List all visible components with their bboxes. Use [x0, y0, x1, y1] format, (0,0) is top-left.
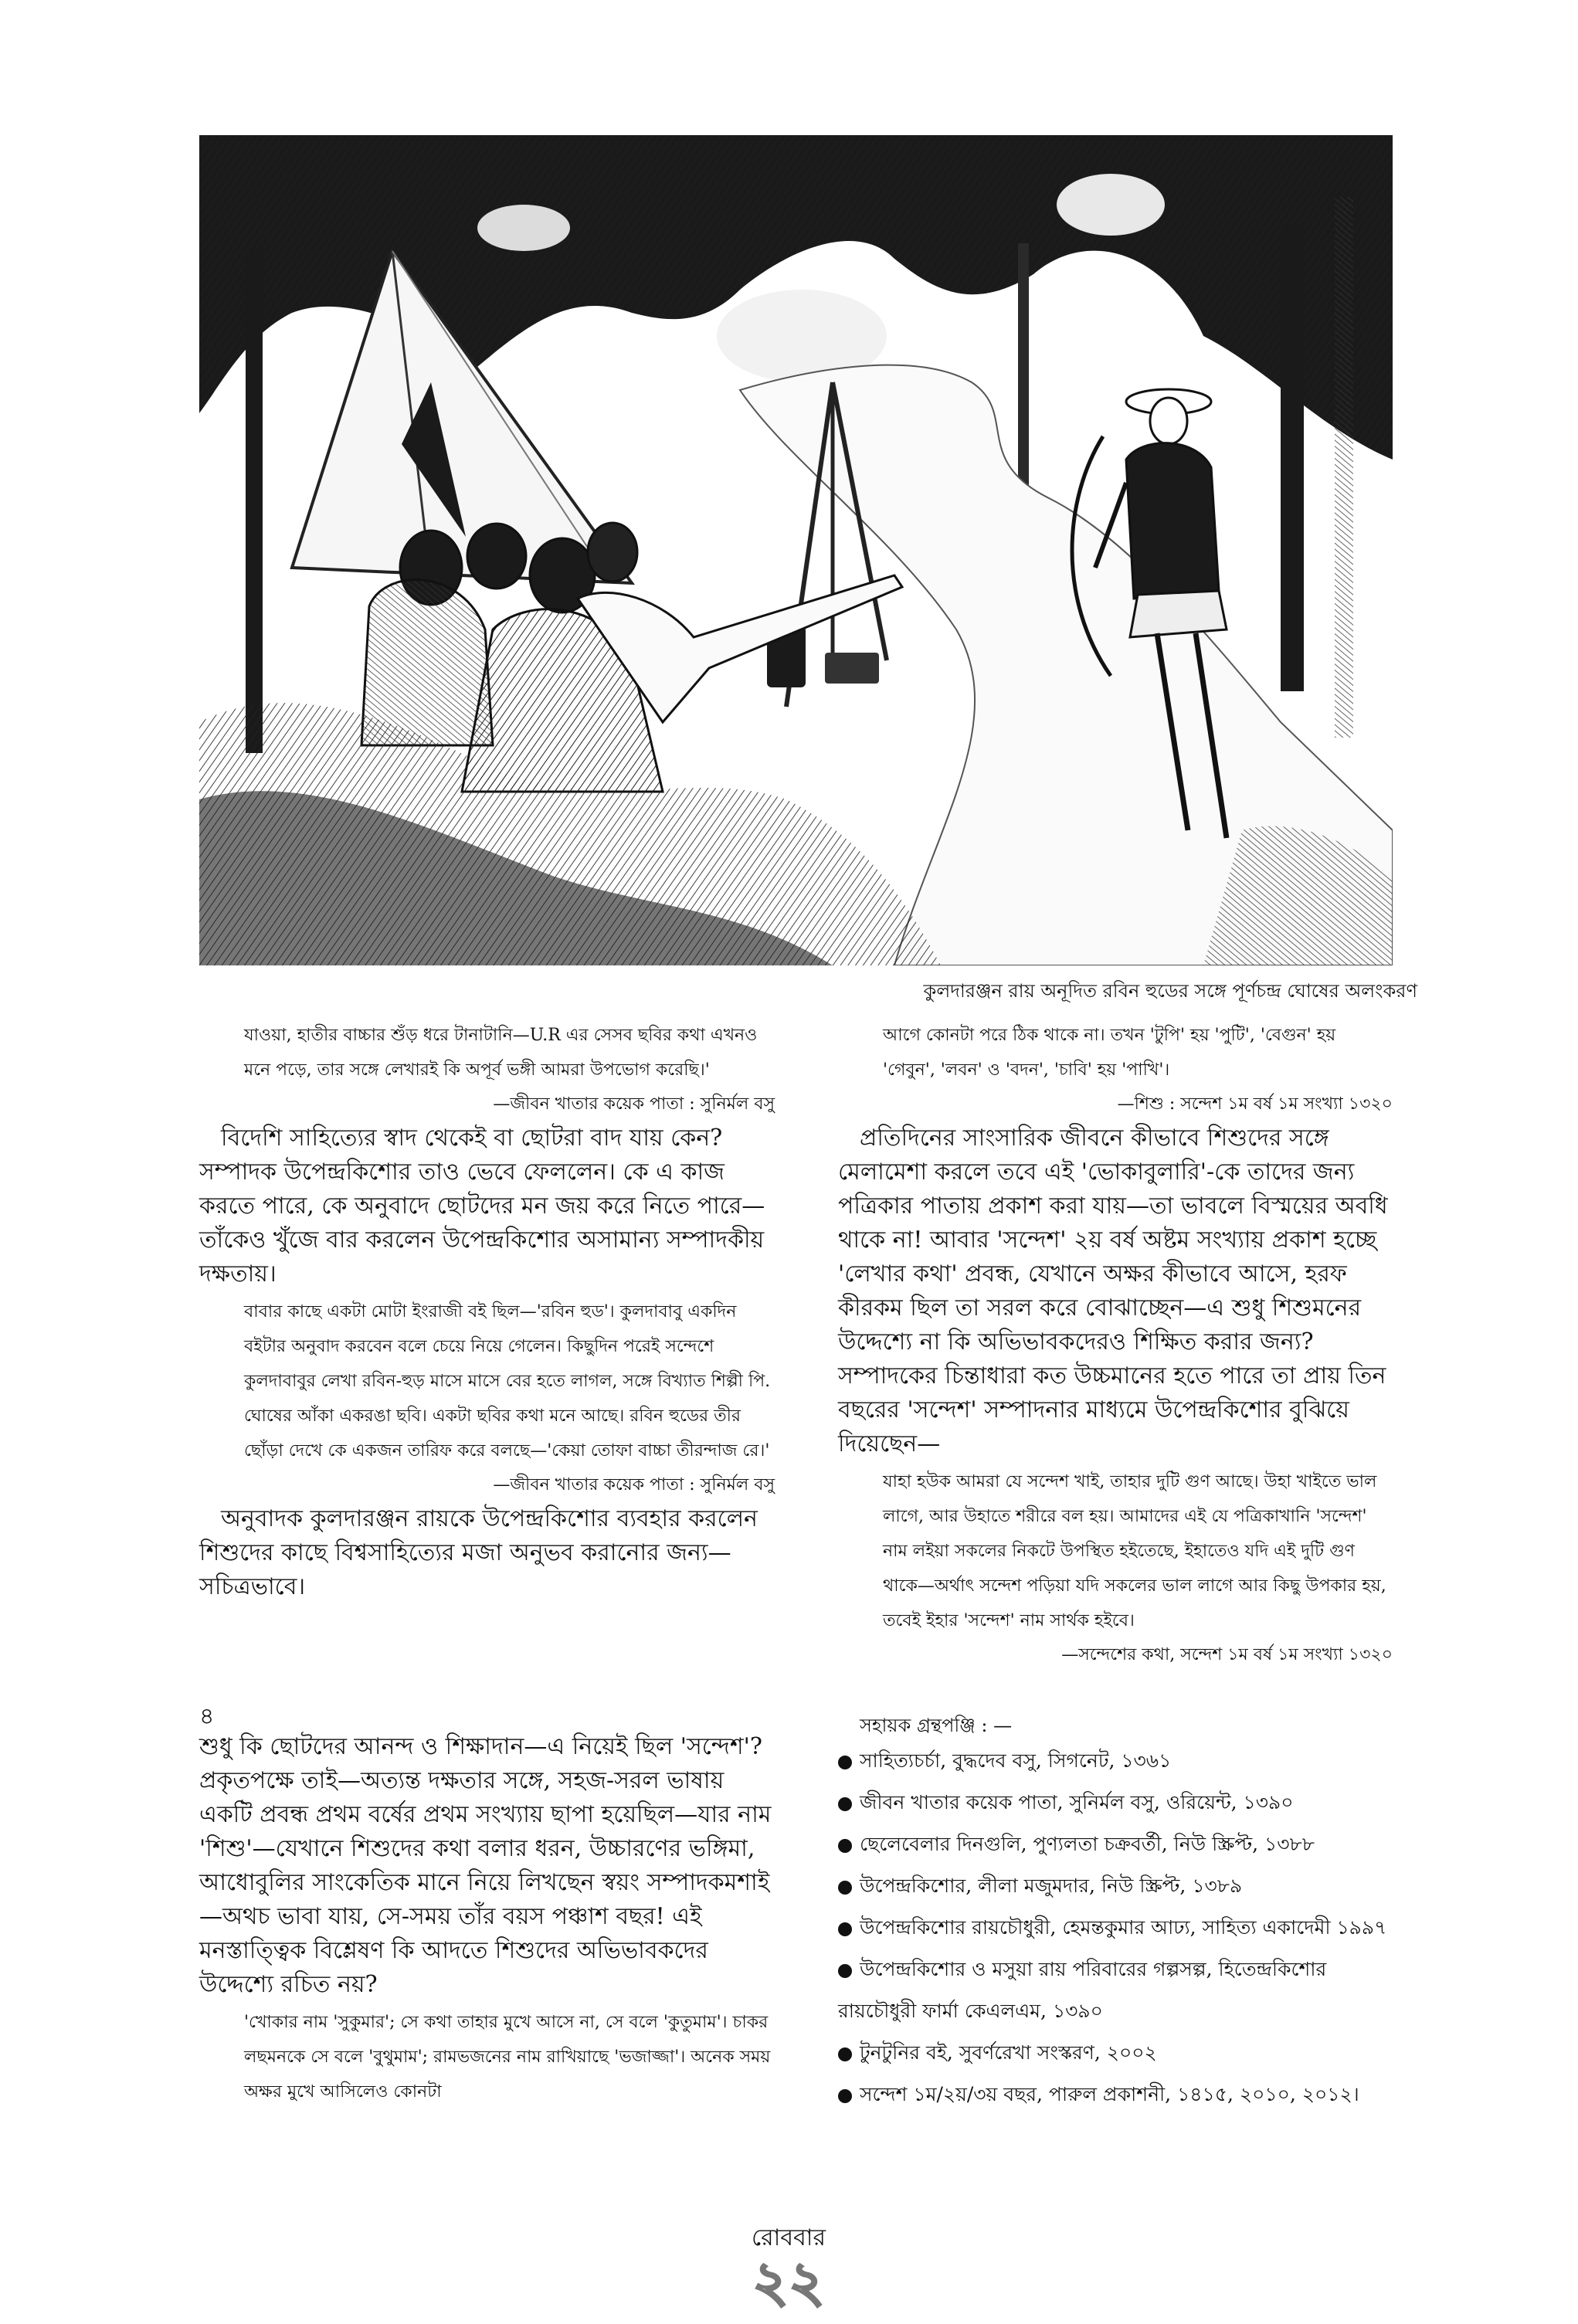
forest-camp-illustration [199, 135, 1393, 965]
left-column-lower [199, 1704, 775, 2109]
illustration-svg [199, 135, 1393, 965]
bibliography-text: উপেন্দ্রকিশোর রায়চৌধুরী, হেমন্তকুমার আঢ্য, সাহিত্য একাদেমী ১৯৯৭ [860, 1916, 1387, 1939]
bibliography-text: উপেন্দ্রকিশোর ও মসুয়া রায় পরিবারের গল্পসল্প, হিতেন্দ্রকিশোর রায়চৌধুরী ফার্মা কেএলএম, ১৩৯০ [838, 1958, 1327, 2022]
quote-source: —জীবন খাতার কয়েক পাতা : সুনির্মল বসু [493, 1094, 775, 1114]
quote-source: —শিশু : সন্দেশ ১ম বর্ষ ১ম সংখ্যা ১৩২০ [1117, 1094, 1393, 1114]
section-number: ৪ [199, 1703, 215, 1730]
quote-block: বাবার কাছে একটা মোটা ইংরাজী বই ছিল—'রবিন হুড'। কুলদাবাবু একদিন বইটার অনুবাদ করবেন বলে চেয়ে নিয়ে গেলেন। কিছুদিন পরেই সন্দেশে কুলদাবাবুর লেখা রবিন-হুড় মাসে মাসে বের হতে লাগল, সঙ্গে বিখ্যাত শিল্পী পি. ঘোষের আঁকা একরঙা ছবি। একটা ছবির কথা মনে আছে। রবিন হুডের তীর ছোঁড়া দেখে কে একজন তারিফ করে বলছে—'কেয়া তোফা বাচ্চা তীরন্দাজ রে।' [244, 1302, 771, 1461]
bibliography-item [838, 1865, 1393, 1907]
bullet-icon [838, 1756, 852, 1769]
bibliography-text: জীবন খাতার কয়েক পাতা, সুনির্মল বসু, ওরিয়েন্ট, ১৩৯০ [860, 1791, 1294, 1813]
right-column [838, 1018, 1393, 1672]
bullet-icon [838, 1964, 852, 1978]
quote-source: —সন্দেশের কথা, সন্দেশ ১ম বর্ষ ১ম সংখ্যা ১৩২০ [1061, 1645, 1393, 1664]
bullet-icon [838, 2047, 852, 2061]
paragraph: অনুবাদক কুলদারঞ্জন রায়কে উপেন্দ্রকিশোর ব্যবহার করলেন শিশুদের কাছে বিশ্বসাহিত্যের মজা অনুভব করানোর জন্য—সচিত্রভাবে। [199, 1505, 758, 1600]
quote-block: যাহা হউক আমরা যে সন্দেশ খাই, তাহার দুটি গুণ আছে। উহা খাইতে ভাল লাগে, আর উহাতে শরীরে বল হয়। আমাদের এই যে পত্রিকাখানি 'সন্দেশ' নাম লইয়া সকলের নিকটে উপস্থিত হইতেছে, ইহাতেও যদি এই দুটি গুণ থাকে—অর্থাৎ সন্দেশ পড়িয়া যদি সকলের ভাল লাগে আর কিছু উপকার হয়, তবেই ইহার 'সন্দেশ' নাম সার্থক হইবে। [883, 1472, 1386, 1630]
bibliography-item [838, 1824, 1393, 1865]
bibliography-text: উপেন্দ্রকিশোর, লীলা মজুমদার, নিউ স্ক্রিপ্ট, ১৩৮৯ [860, 1874, 1243, 1897]
bibliography-text: ছেলেবেলার দিনগুলি, পুণ্যলতা চক্রবর্তী, নিউ স্ক্রিপ্ট, ১৩৮৮ [860, 1833, 1315, 1855]
paragraph: বিদেশি সাহিত্যের স্বাদ থেকেই বা ছোটরা বাদ যায় কেন? সম্পাদক উপেন্দ্রকিশোর তাও ভেবে ফেললেন। কে এ কাজ করতে পারে, কে অনুবাদে ছোটদের মন জয় করে নিতে পারে—তাঁকেও খুঁজে বার করলেন উপেন্দ্রকিশোর অসামান্য সম্পাদকীয় দক্ষতায়। [199, 1125, 765, 1288]
bullet-icon [838, 1881, 852, 1895]
illustration-caption: কুলদারঞ্জন রায় অনূদিত রবিন হুডের সঙ্গে পূর্ণচন্দ্র ঘোষের অলংকরণ [923, 980, 1417, 1002]
quote-block: আগে কোনটা পরে ঠিক থাকে না। তখন 'টুপি' হয় 'পুটি', 'বেগুন' হয় 'গেবুন', 'লবন' ও 'বদন', 'চাবি' হয় 'পাখি'। [883, 1026, 1336, 1080]
bibliography-item [838, 2032, 1393, 2074]
bibliography-heading: সহায়ক গ্রন্থপঞ্জি : — [860, 1715, 1013, 1736]
page-number: ২২ [752, 2248, 825, 2314]
bibliography [838, 1711, 1393, 2115]
bibliography-item [838, 2074, 1393, 2115]
bibliography-item [838, 1949, 1393, 2032]
bibliography-item [838, 1907, 1393, 1949]
bibliography-list [838, 1740, 1393, 2115]
left-column [199, 1018, 775, 1604]
paragraph: শুধু কি ছোটদের আনন্দ ও শিক্ষাদান—এ নিয়েই ছিল 'সন্দেশ'? প্রকৃতপক্ষে তাই—অত্যন্ত দক্ষতার সঙ্গে, সহজ-সরল ভাষায় একটি প্রবন্ধ প্রথম বর্ষের প্রথম সংখ্যায় ছাপা হয়েছিল—যার নাম 'শিশু'—যেখানে শিশুদের কথা বলার ধরন, উচ্চারণের ভঙ্গিমা, আধোবুলির সাংকেতিক মানে নিয়ে লিখছেন স্বয়ং সম্পাদকমশাই—অথচ ভাবা যায়, সে-সময় তাঁর বয়স পঞ্চাশ বছর! এই মনস্তাত্ত্বিক বিশ্লেষণ কি আদতে শিশুদের অভিভাবকদের উদ্দেশ্যে রচিত নয়? [199, 1733, 772, 1998]
quote-block: 'খোকার নাম 'সুকুমার'; সে কথা তাহার মুখে আসে না, সে বলে 'কুতুমাম'। চাকর লছমনকে সে বলে 'বুথুমাম'; রামভজনের নাম রাখিয়াছে 'ভজাজ্জা'। অনেক সময় অক্ষর মুখে আসিলেও কোনটা [244, 2013, 771, 2102]
bullet-icon [838, 1797, 852, 1811]
bullet-icon [838, 2089, 852, 2103]
bibliography-text: সন্দেশ ১ম/২য়/৩য় বছর, পারুল প্রকাশনী, ১৪১৫, ২০১০, ২০১২। [860, 2083, 1359, 2105]
quote-block: যাওয়া, হাতীর বাচ্চার শুঁড় ধরে টানাটানি—U.R এর সেসব ছবির কথা এখনও মনে পড়ে, তার সঙ্গে লেখারই কি অপূর্ব ভঙ্গী আমরা উপভোগ করেছি।' [244, 1026, 758, 1080]
footer [711, 2224, 866, 2314]
bibliography-text: সাহিত্যচর্চা, বুদ্ধদেব বসু, সিগনেট, ১৩৬১ [860, 1749, 1172, 1772]
bibliography-item [838, 1782, 1393, 1824]
magazine-name: রোববার [752, 2224, 826, 2251]
bullet-icon [838, 1839, 852, 1853]
paragraph: প্রতিদিনের সাংসারিক জীবনে কীভাবে শিশুদের সঙ্গে মেলামেশা করলে তবে এই 'ভোকাবুলারি'-কে তাদের জন্য পত্রিকার পাতায় প্রকাশ করা যায়—তা ভাবলে বিস্ময়ের অবধি থাকে না! আবার 'সন্দেশ' ২য় বর্ষ অষ্টম সংখ্যায় প্রকাশ হচ্ছে 'লেখার কথা' প্রবন্ধ, যেখানে অক্ষর কীভাবে আসে, হরফ কীরকম ছিল তা সরল করে বোঝাচ্ছেন—এ শুধু শিশুমনের উদ্দেশ্যে না কি অভিভাবকদেরও শিক্ষিত করার জন্য? সম্পাদকের চিন্তাধারা কত উচ্চমানের হতে পারে তা প্রায় তিন বছরের 'সন্দেশ' সম্পাদনার মাধ্যমে উপেন্দ্রকিশোর বুঝিয়ে দিয়েছেন— [838, 1125, 1388, 1457]
quote-source: —জীবন খাতার কয়েক পাতা : সুনির্মল বসু [493, 1475, 775, 1494]
bullet-icon [838, 1922, 852, 1936]
bibliography-text: টুনটুনির বই, সুবর্ণরেখা সংস্করণ, ২০০২ [860, 2041, 1157, 2064]
bibliography-item [838, 1740, 1393, 1782]
